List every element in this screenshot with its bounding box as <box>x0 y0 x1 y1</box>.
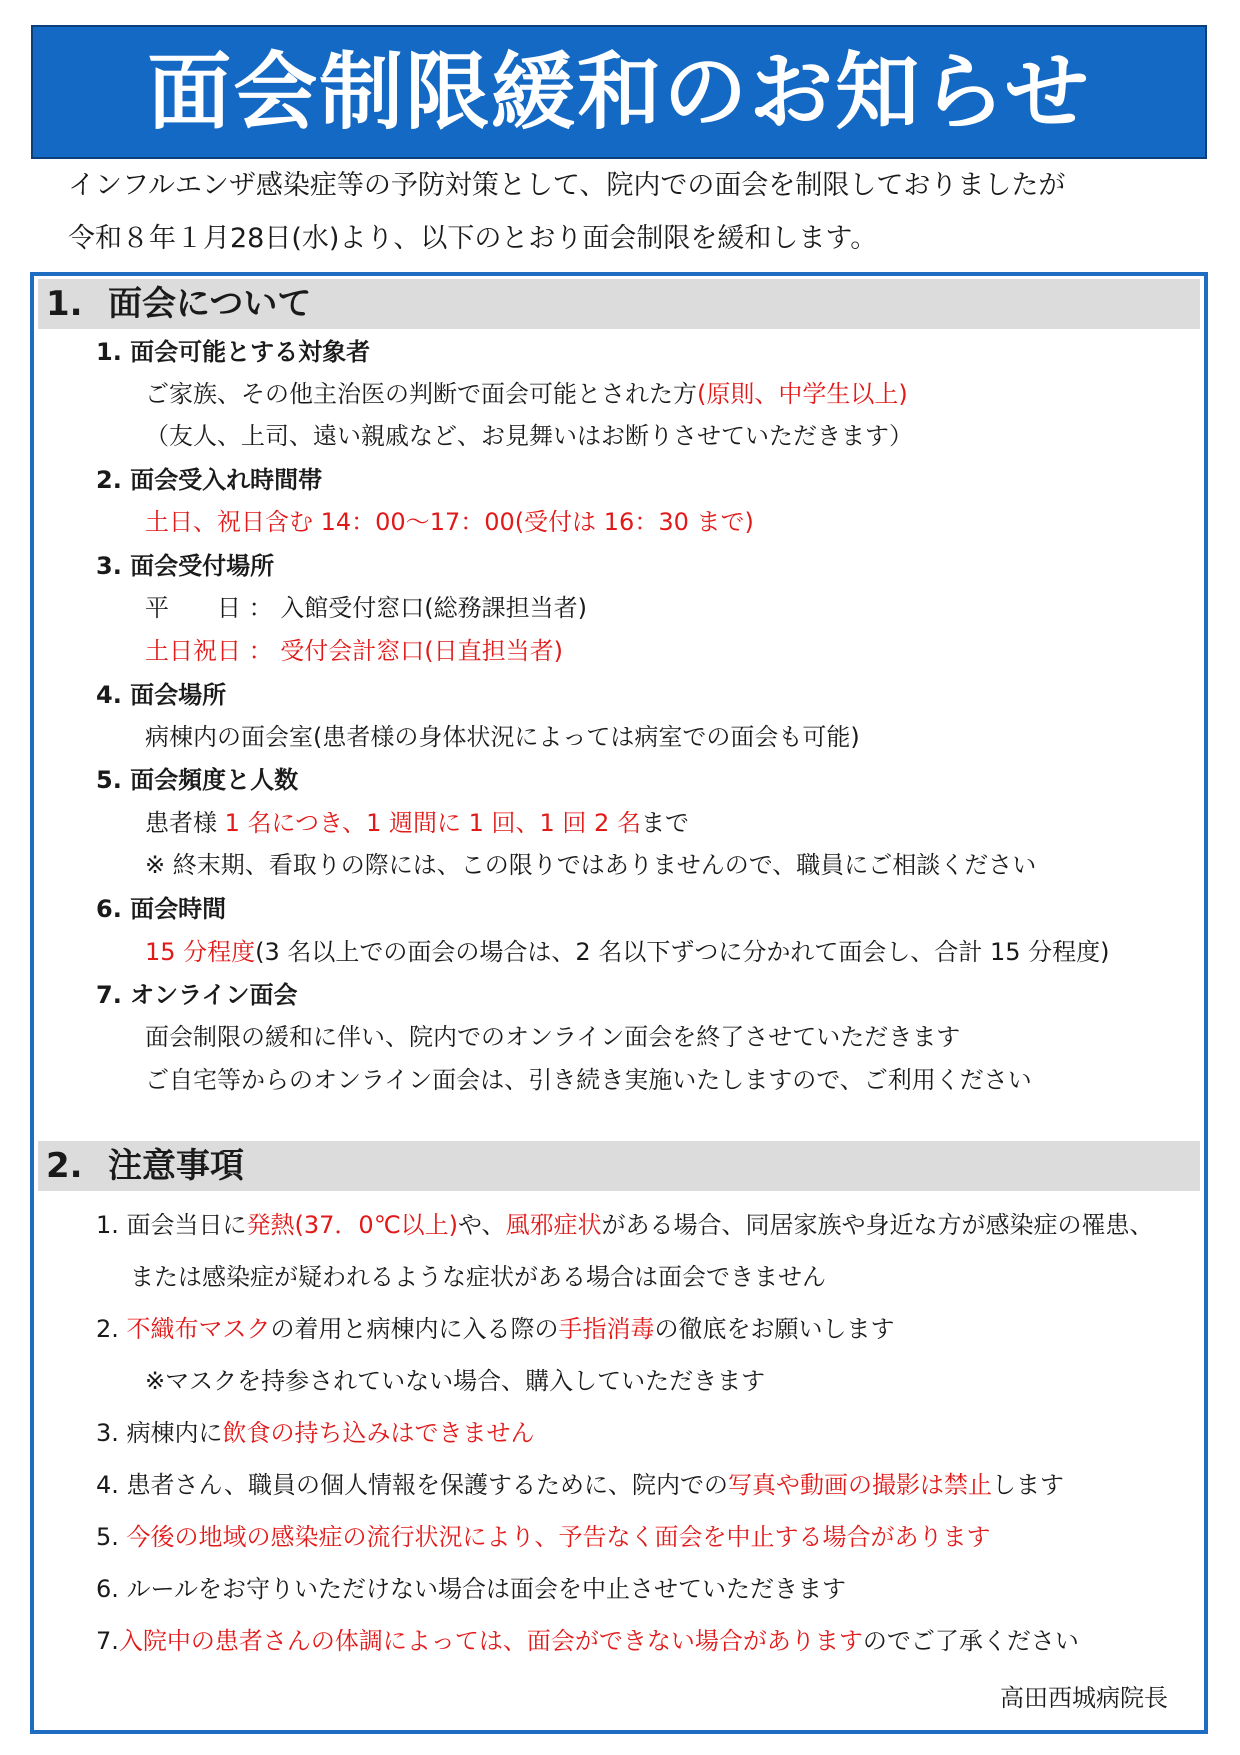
section-2-number: 2. <box>46 1146 83 1186</box>
section-1-title: 面会について <box>108 284 312 324</box>
text-run: 患者様 <box>145 809 225 837</box>
item-6-line-1 <box>145 940 1110 964</box>
note-2-line-1 <box>96 1317 895 1341</box>
text-run: や、 <box>458 1211 506 1239</box>
highlight-text: 入院中の患者さんの体調によっては、面会ができない場合があります <box>118 1627 863 1655</box>
highlight-text: 手指消毒 <box>558 1315 655 1343</box>
highlight-text: 不織布マスク <box>126 1315 271 1343</box>
text-run: 7. <box>96 1627 119 1655</box>
item-6-heading: 6. 面会時間 <box>96 895 227 923</box>
text-run: 6. ルールをお守りいただけない場合は面会を中止させていただきます <box>96 1575 847 1603</box>
note-1-line-1 <box>96 1213 1154 1237</box>
item-1-heading: 1. 面会可能とする対象者 <box>96 338 371 366</box>
section-1-heading <box>38 279 1200 329</box>
text-run: (3 名以上での面会の場合は、2 名以下ずつに分かれて面会し、合計 15 分程度) <box>255 938 1110 966</box>
page-title: 面会制限緩和のお知らせ <box>147 43 1091 141</box>
text-run: ※マスクを持参されていない場合、購入していただきます <box>145 1367 766 1395</box>
note-7 <box>96 1629 1079 1653</box>
note-5 <box>96 1525 991 1549</box>
highlight-text: (原則、中学生以上) <box>697 380 908 408</box>
intro-line-2: 令和８年１月28日(水)より、以下のとおり面会制限を緩和します。 <box>68 223 878 254</box>
item-3-line-2 <box>145 639 563 663</box>
signature: 高田西城病院長 <box>1000 1684 1168 1712</box>
text-run: 1. 面会当日に <box>96 1211 247 1239</box>
text-run: まで <box>640 809 689 837</box>
text-run: ご自宅等からのオンライン面会は、引き続き実施いたしますので、ご利用ください <box>145 1066 1032 1094</box>
text-run: ※ 終末期、看取りの際には、この限りではありませんので、職員にご相談ください <box>145 851 1037 879</box>
item-3-heading: 3. 面会受付場所 <box>96 552 275 580</box>
highlight-text: 土日、祝日含む 14：00～17：00(受付は 16：30 まで) <box>145 508 754 536</box>
item-5-line-2 <box>145 853 1036 877</box>
highlight-text: 1 名につき、1 週間に 1 回、1 回 2 名 <box>224 809 641 837</box>
item-7-line-2 <box>145 1068 1032 1092</box>
item-5-heading: 5. 面会頻度と人数 <box>96 766 299 794</box>
item-4-line-1 <box>145 725 860 749</box>
section-2-heading <box>38 1141 1200 1191</box>
text-run: します <box>991 1471 1064 1499</box>
text-run: 平 日 ： 入館受付窓口(総務課担当者) <box>145 594 587 622</box>
text-run: の着用と病棟内に入る際の <box>270 1315 559 1343</box>
note-4 <box>96 1473 1064 1497</box>
section-2-title: 注意事項 <box>108 1146 244 1186</box>
item-4-heading: 4. 面会場所 <box>96 681 227 709</box>
note-6 <box>96 1577 846 1601</box>
text-run: 3. 病棟内に <box>96 1419 223 1447</box>
note-2-line-2 <box>145 1369 765 1393</box>
item-1-line-1 <box>145 382 908 406</box>
highlight-text: 土日祝日 ： 受付会計窓口(日直担当者) <box>145 637 563 665</box>
text-run: ご家族、その他主治医の判断で面会可能とされた方 <box>145 380 697 408</box>
section-1-number: 1. <box>46 284 83 324</box>
text-run: 2. <box>96 1315 127 1343</box>
highlight-text: 写真や動画の撮影は禁止 <box>727 1471 992 1499</box>
text-run: 5. <box>96 1523 127 1551</box>
text-run: 4. 患者さん、職員の個人情報を保護するために、院内での <box>96 1471 728 1499</box>
text-run: がある場合、同居家族や身近な方が感染症の罹患、 <box>601 1211 1154 1239</box>
highlight-text: 15 分程度 <box>145 938 256 966</box>
item-1-line-2 <box>145 424 913 448</box>
highlight-text: 今後の地域の感染症の流行状況により、予告なく面会を中止する場合があります <box>126 1523 991 1551</box>
item-5-line-1 <box>145 811 689 835</box>
intro-line-1: インフルエンザ感染症等の予防対策として、院内での面会を制限しておりましたが <box>68 170 1066 201</box>
item-2-line-1 <box>145 510 754 534</box>
text-run: の徹底をお願いします <box>654 1315 895 1343</box>
item-7-line-1 <box>145 1025 960 1049</box>
note-1-line-2 <box>130 1265 826 1289</box>
text-run: （友人、上司、遠い親戚など、お見舞いはお断りさせていただきます） <box>145 422 913 450</box>
text-run: 病棟内の面会室(患者様の身体状況によっては病室での面会も可能) <box>145 723 860 751</box>
highlight-text: 発熱(37．0℃以上) <box>246 1211 459 1239</box>
text-run: 面会制限の緩和に伴い、院内でのオンライン面会を終了させていただきます <box>145 1023 961 1051</box>
text-run: または感染症が疑われるような症状がある場合は面会できません <box>130 1263 826 1291</box>
note-3 <box>96 1421 535 1445</box>
item-3-line-1 <box>145 596 587 620</box>
highlight-text: 風邪症状 <box>505 1211 602 1239</box>
title-banner <box>31 25 1207 159</box>
item-2-heading: 2. 面会受入れ時間帯 <box>96 466 323 494</box>
highlight-text: 飲食の持ち込みはできません <box>222 1419 535 1447</box>
text-run: のでご了承ください <box>862 1627 1079 1655</box>
item-7-heading: 7. オンライン面会 <box>96 981 298 1009</box>
